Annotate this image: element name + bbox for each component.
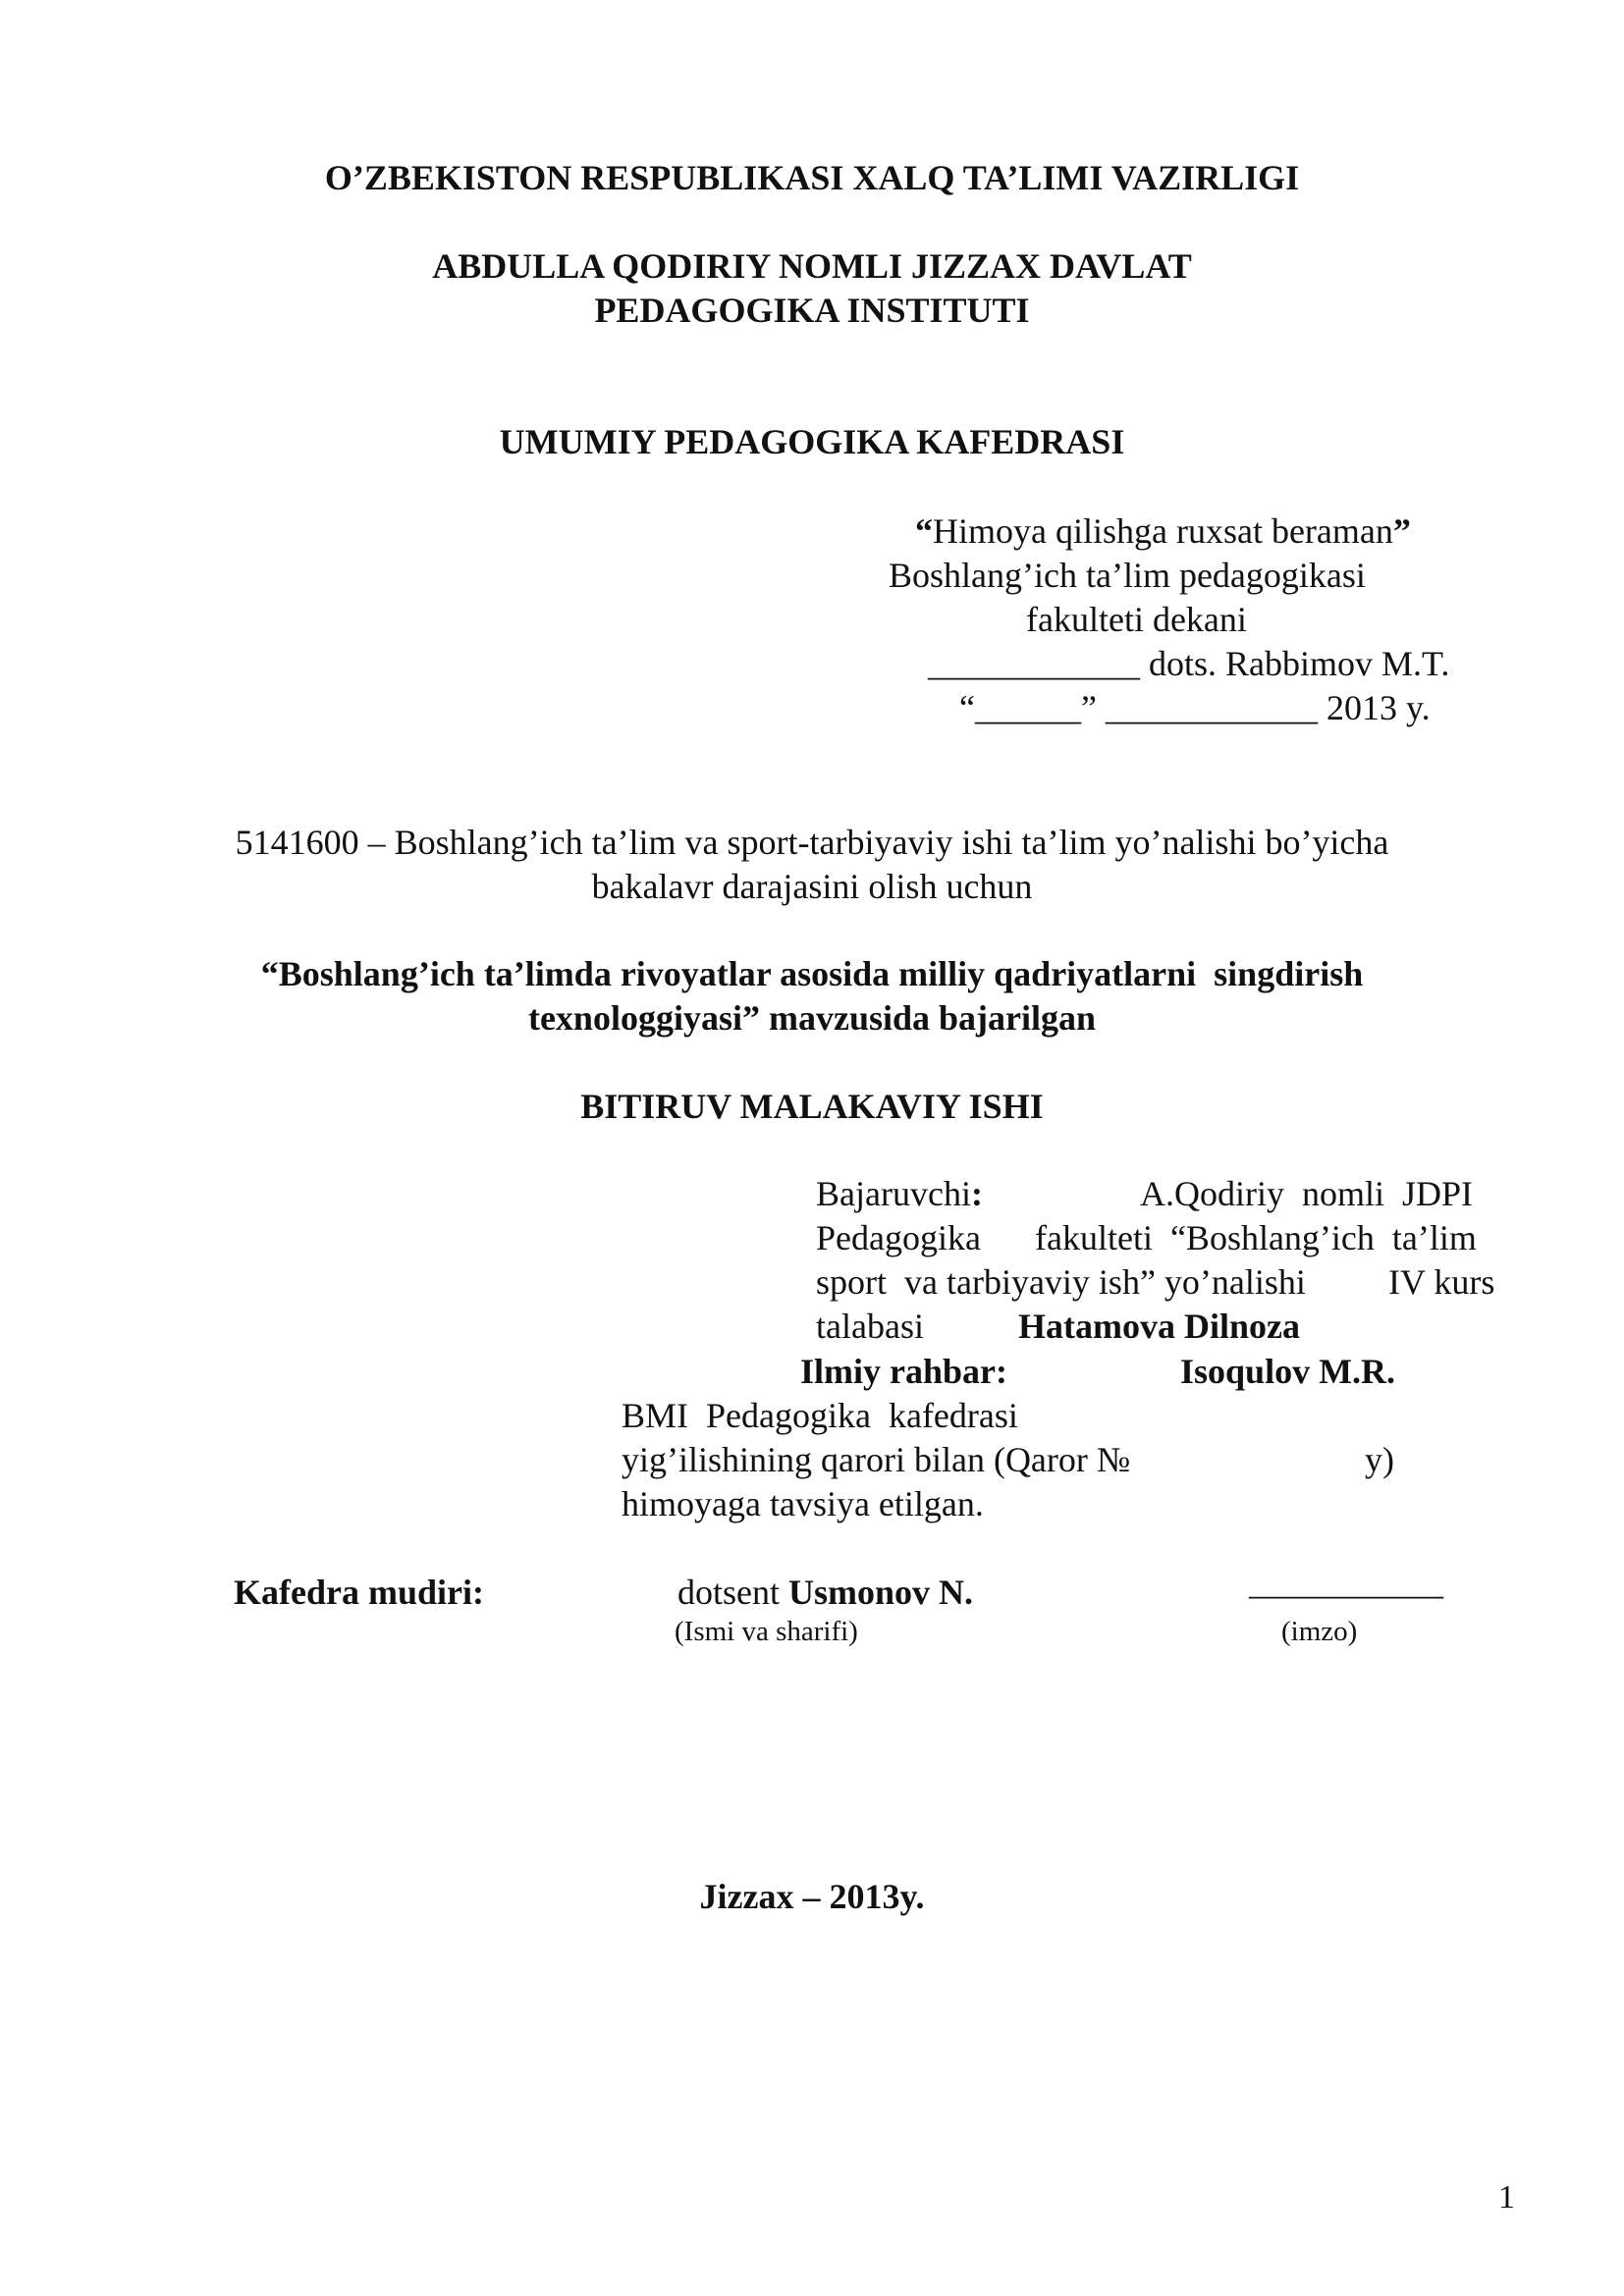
page-number: 1	[1498, 2179, 1515, 2216]
specialty-line2: bakalavr darajasini olish uchun	[591, 867, 1033, 906]
approval-quote: “Himoya qilishga ruxsat beraman”	[915, 511, 1411, 551]
work-type-heading: BITIRUV MALAKAVIY ISHI	[580, 1087, 1044, 1126]
head-name-line: dotsent Usmonov N.	[677, 1573, 974, 1612]
topic-line2: texnologgiyasi” mavzusida bajarilgan	[527, 998, 1097, 1038]
performer-faculty-right: fakulteti “Boshlang’ich ta’lim	[1035, 1218, 1477, 1257]
performer-course: IV kurs	[1388, 1262, 1495, 1302]
institute-heading-line2: PEDAGOGIKA INSTITUTI	[594, 291, 1030, 330]
head-label: Kafedra mudiri:	[234, 1573, 484, 1612]
performer-label: Bajaruvchi:	[816, 1174, 983, 1213]
recommendation-line1: BMI Pedagogika kafedrasi	[622, 1396, 1018, 1435]
head-signature-line: ___________	[1249, 1563, 1443, 1602]
ministry-heading: O’ZBEKISTON RESPUBLIKASI XALQ TA’LIMI VAZIRLIGI	[324, 158, 1300, 197]
student-name: Hatamova Dilnoza	[1018, 1307, 1300, 1346]
recommendation-line2-end: y)	[1365, 1440, 1394, 1479]
approval-signature-line: ____________ dots. Rabbimov M.T.	[928, 644, 1450, 683]
specialty-line1: 5141600 – Boshlang’ich ta’lim va sport-tarbiyaviy ishi ta’lim yo’nalishi bo’yicha	[235, 823, 1389, 862]
performer-faculty-left: Pedagogika	[816, 1218, 981, 1257]
topic-line1: “Boshlang’ich ta’limda rivoyatlar asosida milliy qadriyatlarni singdirish	[260, 954, 1364, 993]
institute-heading-line1: ABDULLA QODIRIY NOMLI JIZZAX DAVLAT	[432, 246, 1192, 286]
place-year: Jizzax – 2013y.	[699, 1877, 925, 1916]
approval-dean: fakulteti dekani	[1026, 600, 1247, 639]
performer-institute: A.Qodiriy nomli JDPI	[1140, 1174, 1474, 1213]
head-name-caption: (Ismi va sharifi)	[675, 1616, 858, 1647]
approval-date-line: “______” ____________ 2013 y.	[959, 688, 1431, 727]
performer-direction: sport va tarbiyaviy ish” yo’nalishi	[816, 1262, 1306, 1302]
performer-student-label: talabasi	[816, 1307, 924, 1346]
approval-faculty: Boshlang’ich ta’lim pedagogikasi	[889, 556, 1366, 595]
supervisor-name: Isoqulov M.R.	[1180, 1352, 1396, 1391]
department-heading: UMUMIY PEDAGOGIKA KAFEDRASI	[499, 422, 1125, 461]
head-signature-caption: (imzo)	[1281, 1616, 1358, 1647]
supervisor-label: Ilmiy rahbar:	[800, 1352, 1007, 1391]
recommendation-line2: yig’ilishining qarori bilan (Qaror №	[622, 1440, 1131, 1479]
recommendation-line3: himoyaga tavsiya etilgan.	[622, 1484, 984, 1523]
